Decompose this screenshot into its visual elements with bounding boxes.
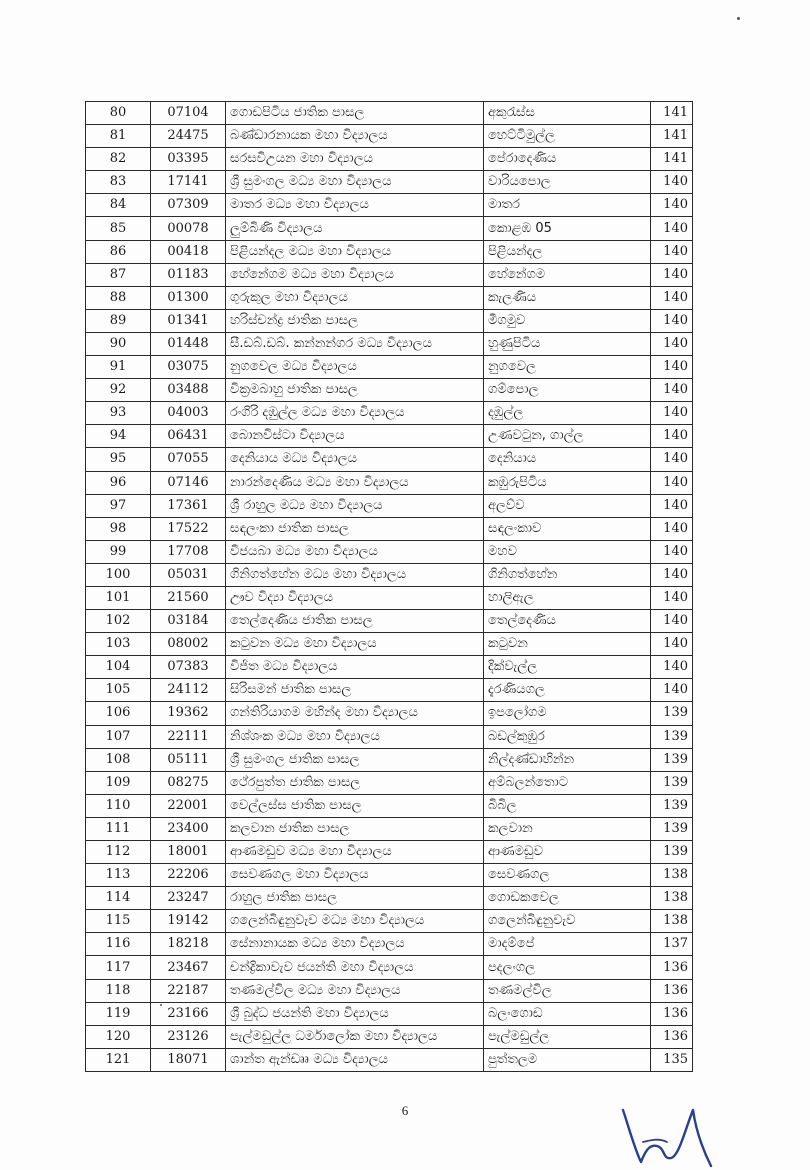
- table-row: [86, 379, 693, 402]
- school-name-cell: පැල්මඩුල්ල ධර්මාලෝක මහා විද්‍යාලය: [226, 1025, 484, 1048]
- table-row: [86, 979, 693, 1002]
- city-cell: පැල්මඩුල්ල: [484, 1025, 651, 1048]
- cutoff-mark-cell: 140: [651, 471, 693, 494]
- school-code-cell: 05031: [151, 563, 226, 586]
- school-name-cell: තෙල්දෙණිය ජාතික පාසල: [226, 610, 484, 633]
- rank-cell: 80: [86, 102, 151, 125]
- rank-cell: 93: [86, 402, 151, 425]
- city-cell: බඩල්කුඹුර: [484, 725, 651, 748]
- school-code-cell: 04003: [151, 402, 226, 425]
- school-code-cell: 01448: [151, 332, 226, 355]
- city-cell: ඉපලෝගම: [484, 702, 651, 725]
- table-row: [86, 494, 693, 517]
- school-name-cell: ගුරුකුල මහා විද්‍යාලය: [226, 286, 484, 309]
- table-row: [86, 725, 693, 748]
- school-code-cell: 23400: [151, 817, 226, 840]
- school-name-cell: ශ්‍රී බුද්ධ ජයන්ති මහා විද්‍යාලය: [226, 1002, 484, 1025]
- school-name-cell: සී.ඩබ්.ඩබ්. කන්නන්ගර මධ්‍ය විද්‍යාලය: [226, 332, 484, 355]
- school-name-cell: ගිනිගත්හේන මධ්‍ය මහා විද්‍යාලය: [226, 563, 484, 586]
- rank-cell: 112: [86, 841, 151, 864]
- school-name-cell: ශ්‍රී සුමංගල ජාතික පාසල: [226, 748, 484, 771]
- city-cell: උණවටුන, ගාල්ල: [484, 425, 651, 448]
- cutoff-mark-cell: 139: [651, 725, 693, 748]
- city-cell: පේරාදෙණිය: [484, 148, 651, 171]
- rank-cell: 111: [86, 817, 151, 840]
- city-cell: නිල්දණ්ඩාහින්න: [484, 748, 651, 771]
- cutoff-mark-cell: 140: [651, 633, 693, 656]
- school-code-cell: 23166: [151, 1002, 226, 1025]
- rank-cell: 97: [86, 494, 151, 517]
- city-cell: තෙල්දෙණිය: [484, 610, 651, 633]
- cutoff-mark-cell: 140: [651, 448, 693, 471]
- school-code-cell: 24112: [151, 679, 226, 702]
- city-cell: දෙනියාය: [484, 448, 651, 471]
- cutoff-mark-cell: 139: [651, 794, 693, 817]
- school-code-cell: 06431: [151, 425, 226, 448]
- rank-cell: 95: [86, 448, 151, 471]
- cutoff-mark-cell: 136: [651, 979, 693, 1002]
- cutoff-mark-cell: 141: [651, 148, 693, 171]
- cutoff-mark-cell: 140: [651, 679, 693, 702]
- school-code-cell: 23126: [151, 1025, 226, 1048]
- school-code-cell: 08275: [151, 771, 226, 794]
- school-code-cell: 01341: [151, 309, 226, 332]
- cutoff-mark-cell: 141: [651, 102, 693, 125]
- cutoff-mark-cell: 139: [651, 817, 693, 840]
- table-row: [86, 1048, 693, 1071]
- cutoff-mark-cell: 140: [651, 309, 693, 332]
- rank-cell: 85: [86, 217, 151, 240]
- school-name-cell: ගලෙන්බිඳුනුවැව මධ්‍ය මහා විද්‍යාලය: [226, 910, 484, 933]
- table-row: [86, 448, 693, 471]
- city-cell: ගොඩකවෙල: [484, 887, 651, 910]
- school-code-cell: 05111: [151, 748, 226, 771]
- city-cell: මහව: [484, 540, 651, 563]
- rank-cell: 91: [86, 356, 151, 379]
- cutoff-mark-cell: 139: [651, 841, 693, 864]
- city-cell: පදලංගල: [484, 956, 651, 979]
- table-row: [86, 771, 693, 794]
- rank-cell: 86: [86, 240, 151, 263]
- table-row: [86, 356, 693, 379]
- rank-cell: 103: [86, 633, 151, 656]
- cutoff-mark-cell: 139: [651, 702, 693, 725]
- cutoff-mark-cell: 140: [651, 494, 693, 517]
- table-row: [86, 540, 693, 563]
- school-name-cell: වෙල්ලස්ස ජාතික පාසල: [226, 794, 484, 817]
- city-cell: අම්බලන්තොට: [484, 771, 651, 794]
- school-name-cell: ගන්තිරියාගම මහින්ද මහා විද්‍යාලය: [226, 702, 484, 725]
- table-row: [86, 332, 693, 355]
- school-name-cell: ඌව විද්‍යා විද්‍යාලය: [226, 586, 484, 609]
- rank-cell: 113: [86, 864, 151, 887]
- rank-cell: 100: [86, 563, 151, 586]
- school-code-cell: 19362: [151, 702, 226, 725]
- school-name-cell: විජයබා මධ්‍ය මහා විද්‍යාලය: [226, 540, 484, 563]
- cutoff-mark-cell: 140: [651, 332, 693, 355]
- school-name-cell: සෙවණගල මහා විද්‍යාලය: [226, 864, 484, 887]
- rank-cell: 82: [86, 148, 151, 171]
- table-row: [86, 656, 693, 679]
- school-name-cell: නුගවෙල මධ්‍ය විද්‍යාලය: [226, 356, 484, 379]
- scan-speck: [160, 1004, 162, 1006]
- school-name-cell: ථේරපුත්ත ජාතික පාසල: [226, 771, 484, 794]
- school-code-cell: 01300: [151, 286, 226, 309]
- rank-cell: 96: [86, 471, 151, 494]
- cutoff-mark-cell: 138: [651, 887, 693, 910]
- school-code-cell: 07309: [151, 194, 226, 217]
- city-cell: හාලිඇල: [484, 586, 651, 609]
- school-code-cell: 18071: [151, 1048, 226, 1071]
- school-code-cell: 22206: [151, 864, 226, 887]
- school-name-cell: ආණමඩුව මධ්‍ය මහා විද්‍යාලය: [226, 841, 484, 864]
- rank-cell: 101: [86, 586, 151, 609]
- school-code-cell: 18218: [151, 933, 226, 956]
- rank-cell: 105: [86, 679, 151, 702]
- school-name-cell: නාරන්දෙණිය මධ්‍ය මහා විද්‍යාලය: [226, 471, 484, 494]
- city-cell: තණමල්විල: [484, 979, 651, 1002]
- table-row: [86, 309, 693, 332]
- cutoff-mark-cell: 135: [651, 1048, 693, 1071]
- rank-cell: 87: [86, 263, 151, 286]
- table-row: [86, 956, 693, 979]
- table-row: [86, 910, 693, 933]
- school-name-cell: වික්‍රමබාහු ජාතික පාසල: [226, 379, 484, 402]
- table-row: [86, 217, 693, 240]
- city-cell: කලවාන: [484, 817, 651, 840]
- table-row: [86, 102, 693, 125]
- school-code-cell: 17708: [151, 540, 226, 563]
- school-code-cell: 07104: [151, 102, 226, 125]
- city-cell: පුත්තලම: [484, 1048, 651, 1071]
- table-row: [86, 402, 693, 425]
- table-row: [86, 517, 693, 540]
- cutoff-mark-cell: 138: [651, 864, 693, 887]
- school-name-cell: පිළියන්දල මධ්‍ය මහා විද්‍යාලය: [226, 240, 484, 263]
- city-cell: ගම්පොල: [484, 379, 651, 402]
- city-cell: පිළියන්දල: [484, 240, 651, 263]
- cutoff-mark-cell: 140: [651, 379, 693, 402]
- cutoff-mark-cell: 140: [651, 194, 693, 217]
- city-cell: කඹුරුපිටිය: [484, 471, 651, 494]
- school-results-table-body: [86, 102, 693, 1072]
- school-name-cell: හේනේගම මධ්‍ය මහා විද්‍යාලය: [226, 263, 484, 286]
- city-cell: බිබිල: [484, 794, 651, 817]
- school-code-cell: 18001: [151, 841, 226, 864]
- school-name-cell: සඳලංකා ජාතික පාසල: [226, 517, 484, 540]
- city-cell: කැලණිය: [484, 286, 651, 309]
- rank-cell: 110: [86, 794, 151, 817]
- school-code-cell: 19142: [151, 910, 226, 933]
- school-code-cell: 17361: [151, 494, 226, 517]
- cutoff-mark-cell: 140: [651, 263, 693, 286]
- cutoff-mark-cell: 140: [651, 240, 693, 263]
- school-name-cell: බොනවිස්ටා විද්‍යාලය: [226, 425, 484, 448]
- school-code-cell: 21560: [151, 586, 226, 609]
- school-name-cell: නිශ්ශංක මධ්‍ය මහා විද්‍යාලය: [226, 725, 484, 748]
- cutoff-mark-cell: 136: [651, 956, 693, 979]
- table-row: [86, 633, 693, 656]
- school-name-cell: දෙනියාය මධ්‍ය විද්‍යාලය: [226, 448, 484, 471]
- table-row: [86, 263, 693, 286]
- school-name-cell: ශාන්ත ඇන්ඩෲ මධ්‍ය විද්‍යාලය: [226, 1048, 484, 1071]
- school-results-table: [85, 101, 693, 1072]
- cutoff-mark-cell: 138: [651, 910, 693, 933]
- rank-cell: 120: [86, 1025, 151, 1048]
- rank-cell: 84: [86, 194, 151, 217]
- page-number: 6: [401, 1103, 409, 1118]
- cutoff-mark-cell: 140: [651, 586, 693, 609]
- school-code-cell: 01183: [151, 263, 226, 286]
- school-code-cell: 08002: [151, 633, 226, 656]
- rank-cell: 102: [86, 610, 151, 633]
- school-code-cell: 22187: [151, 979, 226, 1002]
- rank-cell: 121: [86, 1048, 151, 1071]
- table-row: [86, 240, 693, 263]
- school-code-cell: 07055: [151, 448, 226, 471]
- cutoff-mark-cell: 137: [651, 933, 693, 956]
- school-name-cell: චන්ද්‍රිකාවැව ජයන්ති මහා විද්‍යාලය: [226, 956, 484, 979]
- scan-speck: [737, 17, 740, 20]
- school-name-cell: ලුම්බිණි විද්‍යාලය: [226, 217, 484, 240]
- school-name-cell: හරිස්චන්ද්‍ර ජාතික පාසල: [226, 309, 484, 332]
- school-name-cell: ශ්‍රී සුමංගල මධ්‍ය මහා විද්‍යාලය: [226, 171, 484, 194]
- school-code-cell: 07146: [151, 471, 226, 494]
- rank-cell: 116: [86, 933, 151, 956]
- table-row: [86, 471, 693, 494]
- cutoff-mark-cell: 140: [651, 563, 693, 586]
- cutoff-mark-cell: 140: [651, 610, 693, 633]
- table-row: [86, 125, 693, 148]
- rank-cell: 92: [86, 379, 151, 402]
- school-code-cell: 22001: [151, 794, 226, 817]
- rank-cell: 99: [86, 540, 151, 563]
- school-name-cell: තණමල්විල මධ්‍ය මහා විද්‍යාලය: [226, 979, 484, 1002]
- city-cell: හුණුපිටිය: [484, 332, 651, 355]
- table-row: [86, 286, 693, 309]
- school-name-cell: සේනානායක මධ්‍ය මහා විද්‍යාලය: [226, 933, 484, 956]
- school-name-cell: රාහුල ජාතික පාසල: [226, 887, 484, 910]
- table-row: [86, 194, 693, 217]
- cutoff-mark-cell: 140: [651, 217, 693, 240]
- table-row: [86, 425, 693, 448]
- table-row: [86, 702, 693, 725]
- rank-cell: 117: [86, 956, 151, 979]
- cutoff-mark-cell: 139: [651, 771, 693, 794]
- city-cell: මීගමුව: [484, 309, 651, 332]
- table-row: [86, 933, 693, 956]
- school-name-cell: මාතර මධ්‍ය මහා විද්‍යාලය: [226, 194, 484, 217]
- school-code-cell: 23467: [151, 956, 226, 979]
- table-row: [86, 864, 693, 887]
- city-cell: සඳලංකාව: [484, 517, 651, 540]
- cutoff-mark-cell: 140: [651, 356, 693, 379]
- table-row: [86, 563, 693, 586]
- rank-cell: 81: [86, 125, 151, 148]
- school-name-cell: රංගිරි දඹුල්ල මධ්‍ය මහා විද්‍යාලය: [226, 402, 484, 425]
- cutoff-mark-cell: 140: [651, 402, 693, 425]
- city-cell: දඹුල්ල: [484, 402, 651, 425]
- school-code-cell: 17141: [151, 171, 226, 194]
- cutoff-mark-cell: 136: [651, 1002, 693, 1025]
- school-code-cell: 17522: [151, 517, 226, 540]
- city-cell: සෙවණගල: [484, 864, 651, 887]
- school-code-cell: 07383: [151, 656, 226, 679]
- school-code-cell: 03184: [151, 610, 226, 633]
- school-code-cell: 03488: [151, 379, 226, 402]
- city-cell: මාතර: [484, 194, 651, 217]
- school-code-cell: 03075: [151, 356, 226, 379]
- school-code-cell: 23247: [151, 887, 226, 910]
- rank-cell: 108: [86, 748, 151, 771]
- cutoff-mark-cell: 141: [651, 125, 693, 148]
- rank-cell: 90: [86, 332, 151, 355]
- school-code-cell: 03395: [151, 148, 226, 171]
- city-cell: මාදම්පේ: [484, 933, 651, 956]
- rank-cell: 104: [86, 656, 151, 679]
- school-name-cell: ගොඩපිටිය ජාතික පාසල: [226, 102, 484, 125]
- school-code-cell: 24475: [151, 125, 226, 148]
- rank-cell: 88: [86, 286, 151, 309]
- table-row: [86, 148, 693, 171]
- school-name-cell: සරසවිඋයන මහා විද්‍යාලය: [226, 148, 484, 171]
- school-code-cell: 22111: [151, 725, 226, 748]
- rank-cell: 115: [86, 910, 151, 933]
- table-row: [86, 679, 693, 702]
- rank-cell: 118: [86, 979, 151, 1002]
- city-cell: ගිනිගත්හේන: [484, 563, 651, 586]
- rank-cell: 107: [86, 725, 151, 748]
- table-row: [86, 610, 693, 633]
- cutoff-mark-cell: 140: [651, 656, 693, 679]
- city-cell: හේනේගම: [484, 263, 651, 286]
- city-cell: ගලෙන්බිඳුනුවැව: [484, 910, 651, 933]
- rank-cell: 83: [86, 171, 151, 194]
- table-row: [86, 1025, 693, 1048]
- cutoff-mark-cell: 140: [651, 171, 693, 194]
- school-name-cell: කලවාන ජාතික පාසල: [226, 817, 484, 840]
- city-cell: කටුවන: [484, 633, 651, 656]
- cutoff-mark-cell: 136: [651, 1025, 693, 1048]
- rank-cell: 119: [86, 1002, 151, 1025]
- rank-cell: 98: [86, 517, 151, 540]
- school-name-cell: කටුවන මධ්‍ය මහා විද්‍යාලය: [226, 633, 484, 656]
- cutoff-mark-cell: 139: [651, 748, 693, 771]
- table-row: [86, 748, 693, 771]
- school-name-cell: සිරිසමන් ජාතික පාසල: [226, 679, 484, 702]
- rank-cell: 94: [86, 425, 151, 448]
- table-row: [86, 817, 693, 840]
- table-row: [86, 1002, 693, 1025]
- cutoff-mark-cell: 140: [651, 517, 693, 540]
- city-cell: දැරණියගල: [484, 679, 651, 702]
- city-cell: කොළඹ 05: [484, 217, 651, 240]
- school-name-cell: බණ්ඩාරනායක මහා විද්‍යාලය: [226, 125, 484, 148]
- cutoff-mark-cell: 140: [651, 286, 693, 309]
- city-cell: අලව්ව: [484, 494, 651, 517]
- rank-cell: 106: [86, 702, 151, 725]
- handwritten-signature: [615, 1080, 715, 1170]
- school-code-cell: 00418: [151, 240, 226, 263]
- school-name-cell: ශ්‍රී රාහුල මධ්‍ය මහා විද්‍යාලය: [226, 494, 484, 517]
- city-cell: හෙට්ටිමුල්ල: [484, 125, 651, 148]
- rank-cell: 89: [86, 309, 151, 332]
- cutoff-mark-cell: 140: [651, 425, 693, 448]
- table-row: [86, 171, 693, 194]
- city-cell: ආණමඩුව: [484, 841, 651, 864]
- city-cell: දික්වැල්ල: [484, 656, 651, 679]
- cutoff-mark-cell: 140: [651, 540, 693, 563]
- rank-cell: 114: [86, 887, 151, 910]
- city-cell: නුගවෙල: [484, 356, 651, 379]
- city-cell: අකුරැස්ස: [484, 102, 651, 125]
- rank-cell: 109: [86, 771, 151, 794]
- city-cell: බලංගොඩ: [484, 1002, 651, 1025]
- school-code-cell: 00078: [151, 217, 226, 240]
- table-row: [86, 586, 693, 609]
- city-cell: වාරියපොල: [484, 171, 651, 194]
- school-name-cell: විජිත මධ්‍ය විද්‍යාලය: [226, 656, 484, 679]
- table-row: [86, 887, 693, 910]
- table-row: [86, 841, 693, 864]
- table-row: [86, 794, 693, 817]
